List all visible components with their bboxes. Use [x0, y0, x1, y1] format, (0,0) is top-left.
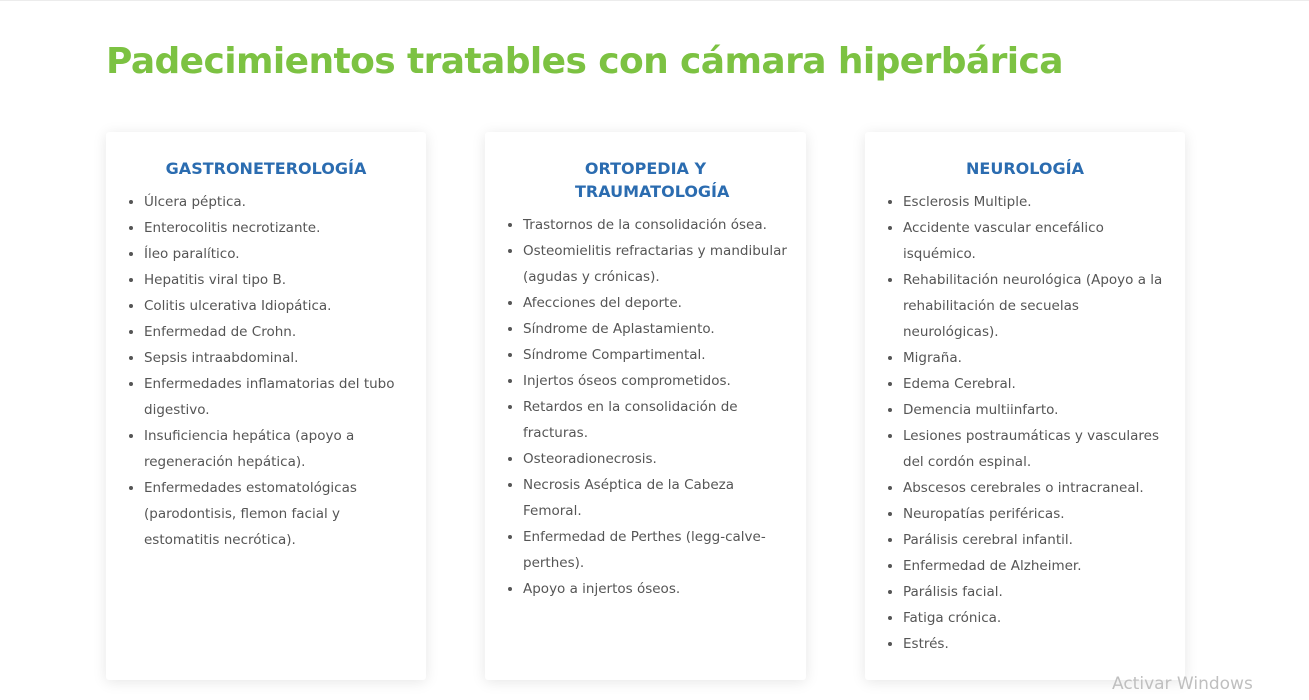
- list-item: Hepatitis viral tipo B.: [144, 267, 410, 293]
- list-item: Enfermedad de Crohn.: [144, 319, 410, 345]
- list-item: Síndrome Compartimental.: [523, 342, 790, 368]
- list-item: Accidente vascular encefálico isquémico.: [903, 215, 1169, 267]
- list-item: Neuropatías periféricas.: [903, 501, 1169, 527]
- conditions-list: [106, 189, 410, 553]
- list-item: Apoyo a injertos óseos.: [523, 576, 790, 602]
- list-item: Enfermedad de Alzheimer.: [903, 553, 1169, 579]
- list-item: Enfermedades estomatológicas (parodontisis, flemon facial y estomatitis necrótica).: [144, 475, 410, 553]
- list-item: Migraña.: [903, 345, 1169, 371]
- list-item: Edema Cerebral.: [903, 371, 1169, 397]
- conditions-list: [865, 189, 1169, 657]
- list-item: Osteoradionecrosis.: [523, 446, 790, 472]
- list-item: Afecciones del deporte.: [523, 290, 790, 316]
- list-item: Necrosis Aséptica de la Cabeza Femoral.: [523, 472, 790, 524]
- list-item: Sepsis intraabdominal.: [144, 345, 410, 371]
- list-item: Rehabilitación neurológica (Apoyo a la rehabilitación de secuelas neurológicas).: [903, 267, 1169, 345]
- list-item: Parálisis cerebral infantil.: [903, 527, 1169, 553]
- list-item: Injertos óseos comprometidos.: [523, 368, 790, 394]
- list-item: Retardos en la consolidación de fracturas.: [523, 394, 790, 446]
- list-item: Abscesos cerebrales o intracraneal.: [903, 475, 1169, 501]
- windows-activation-watermark: Activar Windows: [1112, 674, 1253, 694]
- list-item: Enfermedades inflamatorias del tubo digestivo.: [144, 371, 410, 423]
- list-item: Síndrome de Aplastamiento.: [523, 316, 790, 342]
- list-item: Esclerosis Multiple.: [903, 189, 1169, 215]
- conditions-list: [485, 212, 790, 602]
- list-item: Demencia multiinfarto.: [903, 397, 1169, 423]
- list-item: Parálisis facial.: [903, 579, 1169, 605]
- page-title: Padecimientos tratables con cámara hiperbárica: [106, 41, 1063, 82]
- list-item: Estrés.: [903, 631, 1169, 657]
- card-title: NEUROLOGÍA: [966, 159, 1084, 178]
- card-neurologia: [865, 132, 1185, 680]
- card-title: ORTOPEDIA Y TRAUMATOLOGÍA: [575, 159, 730, 201]
- card-gastroenterologia: [106, 132, 426, 680]
- card-ortopedia-traumatologia: [485, 132, 806, 680]
- list-item: Úlcera péptica.: [144, 189, 410, 215]
- list-item: Enfermedad de Perthes (legg-calve-perthes).: [523, 524, 790, 576]
- list-item: Colitis ulcerativa Idiopática.: [144, 293, 410, 319]
- list-item: Íleo paralítico.: [144, 241, 410, 267]
- list-item: Fatiga crónica.: [903, 605, 1169, 631]
- list-item: Lesiones postraumáticas y vasculares del cordón espinal.: [903, 423, 1169, 475]
- list-item: Enterocolitis necrotizante.: [144, 215, 410, 241]
- list-item: Osteomielitis refractarias y mandibular (agudas y crónicas).: [523, 238, 790, 290]
- card-title: GASTRONETEROLOGÍA: [165, 159, 367, 178]
- list-item: Trastornos de la consolidación ósea.: [523, 212, 790, 238]
- top-divider: [0, 0, 1309, 1]
- list-item: Insuficiencia hepática (apoyo a regeneración hepática).: [144, 423, 410, 475]
